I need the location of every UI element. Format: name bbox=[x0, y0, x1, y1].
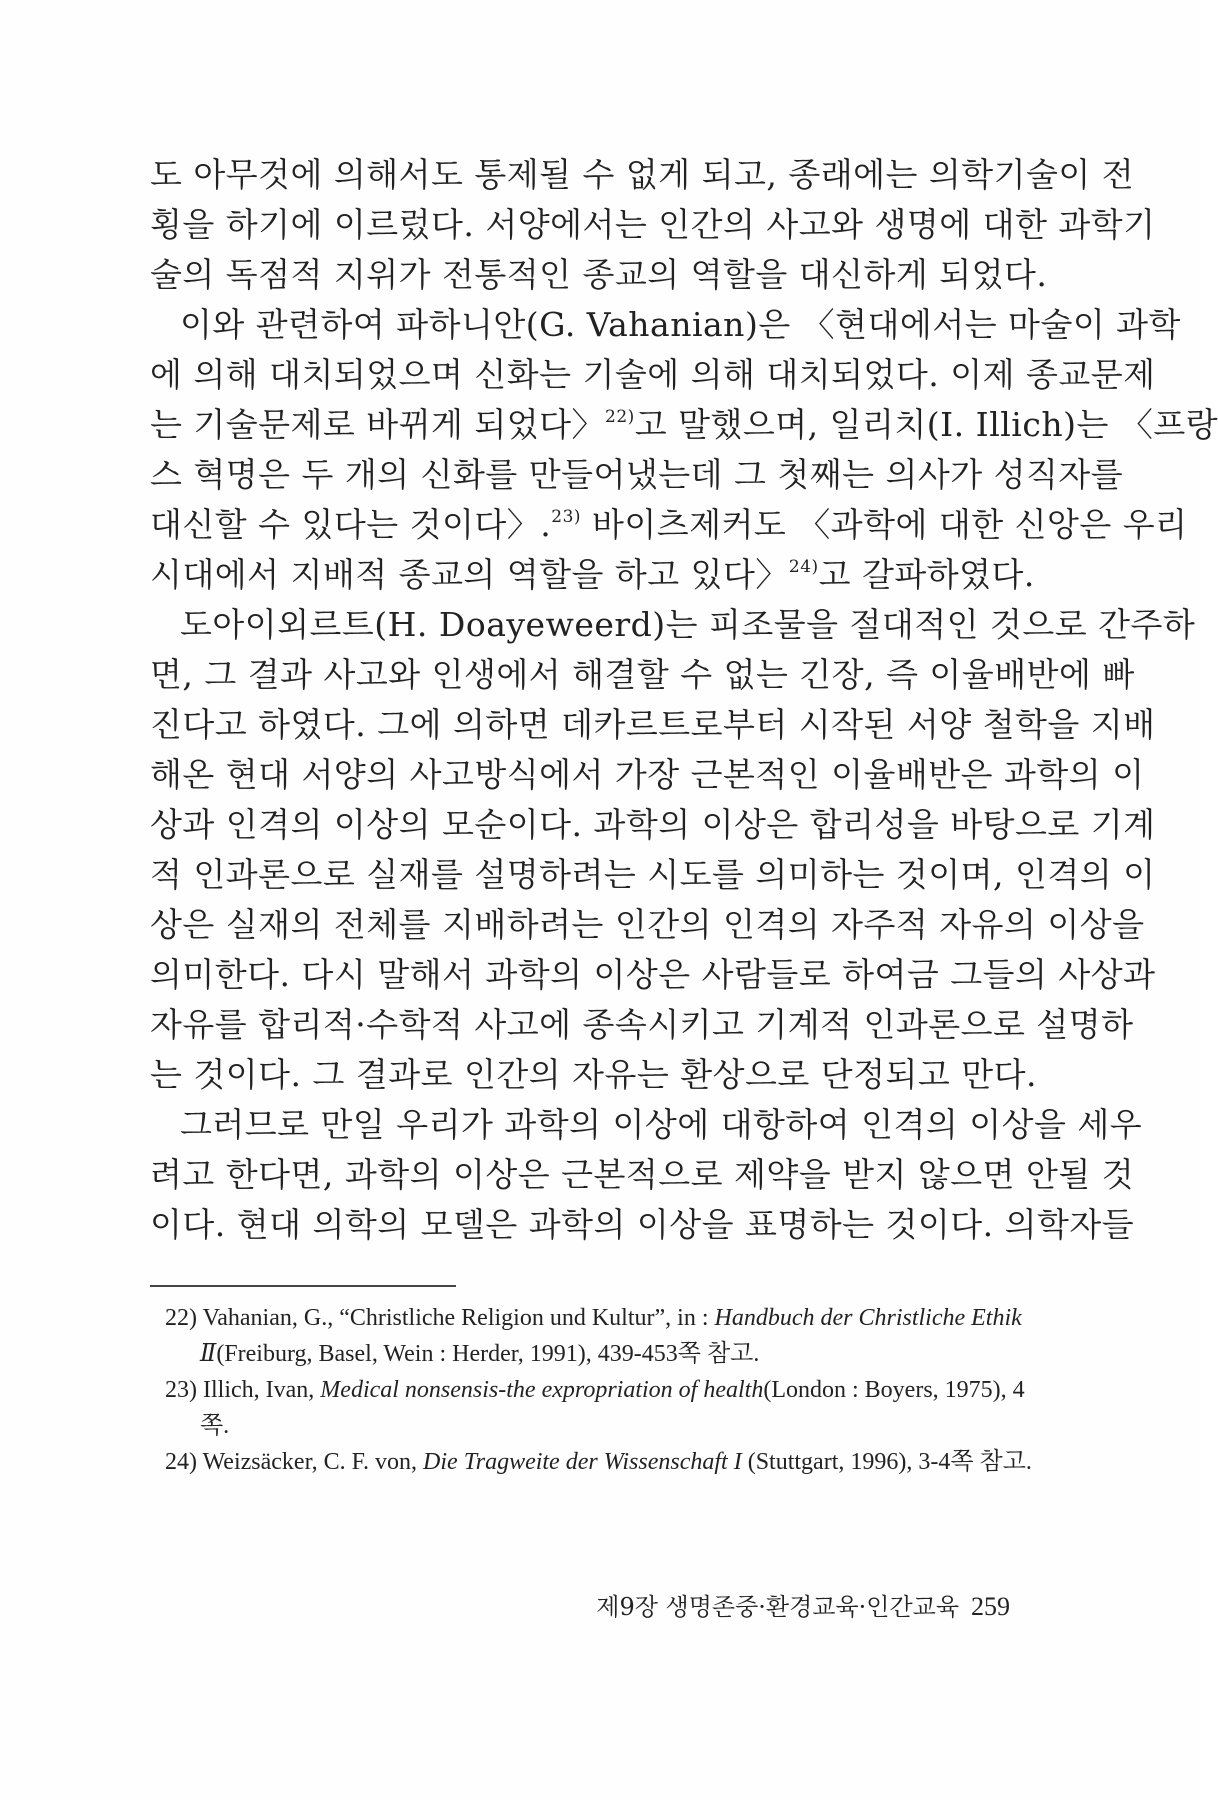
text-line: 상은 실재의 전체를 지배하려는 인간의 인격의 자주적 자유의 이상을 bbox=[150, 905, 1145, 944]
footnote-ref: 22) bbox=[605, 407, 635, 427]
footnotes bbox=[165, 1300, 1040, 1480]
text-line: 이다. 현대 의학의 모델은 과학의 이상을 표명하는 것이다. 의학자들 bbox=[150, 1205, 1135, 1244]
text-line: 려고 한다면, 과학의 이상은 근본적으로 제약을 받지 않으면 안될 것 bbox=[150, 1155, 1135, 1194]
text-line: 대신할 수 있다는 것이다〉.$^{23)}$ 바이츠제커도 〈과학에 대한 신앙은 우리 bbox=[150, 505, 1188, 544]
footnote: 22) Vahanian, G., “Christliche Religion und Kultur”, in : Handbuch der Christliche Ethik Ⅱ(Freiburg, Basel, Wein : Herder, 1991), 439-453쪽 참고. bbox=[165, 1305, 1022, 1367]
text-line: 자유를 합리적·수학적 사고에 종속시키고 기계적 인과론으로 설명하 bbox=[150, 1005, 1134, 1044]
text-line: 는 것이다. 그 결과로 인간의 자유는 환상으로 단정되고 만다. bbox=[150, 1055, 1037, 1094]
text-line: 해온 현대 서양의 사고방식에서 가장 근본적인 이율배반은 과학의 이 bbox=[150, 755, 1145, 794]
text-line: 는 기술문제로 바뀌게 되었다〉$^{22)}$고 말했으며, 일리치(I. Illich)는 〈프랑 bbox=[150, 405, 1218, 444]
text-line: 적 인과론으로 실재를 설명하려는 시도를 의미하는 것이며, 인격의 이 bbox=[150, 855, 1156, 894]
footnote: 23) Illich, Ivan, Medical nonsensis-the expropriation of health(London : Boyers, 1975), 4쪽. bbox=[165, 1377, 1025, 1439]
text-line: 에 의해 대치되었으며 신화는 기술에 의해 대치되었다. 이제 종교문제 bbox=[150, 355, 1156, 394]
text-line: 도아이외르트(H. Doayeweerd)는 피조물을 절대적인 것으로 간주하 bbox=[180, 605, 1196, 644]
text-line: 상과 인격의 이상의 모순이다. 과학의 이상은 합리성을 바탕으로 기계 bbox=[150, 805, 1156, 844]
body-text bbox=[150, 150, 1218, 1250]
footnote-ref: 24) bbox=[788, 557, 819, 577]
footnote: 24) Weizsäcker, C. F. von, Die Tragweite der Wissenschaft I (Stuttgart, 1996), 3-4쪽 참고. bbox=[165, 1449, 1032, 1475]
page-number: 259 bbox=[971, 1592, 1010, 1621]
running-footer bbox=[540, 1587, 1010, 1622]
text-line: 의미한다. 다시 말해서 과학의 이상은 사람들로 하여금 그들의 사상과 bbox=[150, 955, 1156, 994]
footnote-ref: 23) bbox=[551, 507, 582, 527]
text-line: 진다고 하였다. 그에 의하면 데카르트로부터 시작된 서양 철학을 지배 bbox=[150, 705, 1156, 744]
text-line: 횡을 하기에 이르렀다. 서양에서는 인간의 사고와 생명에 대한 과학기 bbox=[150, 205, 1156, 244]
text-line: 술의 독점적 지위가 전통적인 종교의 역할을 대신하게 되었다. bbox=[150, 255, 1048, 294]
chapter-title: 제9장 생명존중·환경교육·인간교육 bbox=[596, 1593, 959, 1621]
text-line: 면, 그 결과 사고와 인생에서 해결할 수 없는 긴장, 즉 이율배반에 빠 bbox=[150, 655, 1135, 694]
text-line: 도 아무것에 의해서도 통제될 수 없게 되고, 종래에는 의학기술이 전 bbox=[150, 155, 1135, 194]
footnote-divider bbox=[150, 1285, 456, 1287]
text-line: 시대에서 지배적 종교의 역할을 하고 있다〉$^{24)}$고 갈파하였다. bbox=[150, 555, 1035, 594]
text-line: 스 혁명은 두 개의 신화를 만들어냈는데 그 첫째는 의사가 성직자를 bbox=[150, 455, 1124, 494]
text-line: 그러므로 만일 우리가 과학의 이상에 대항하여 인격의 이상을 세우 bbox=[180, 1105, 1143, 1144]
text-line: 이와 관련하여 파하니안(G. Vahanian)은 〈현대에서는 마술이 과학 bbox=[180, 305, 1181, 344]
